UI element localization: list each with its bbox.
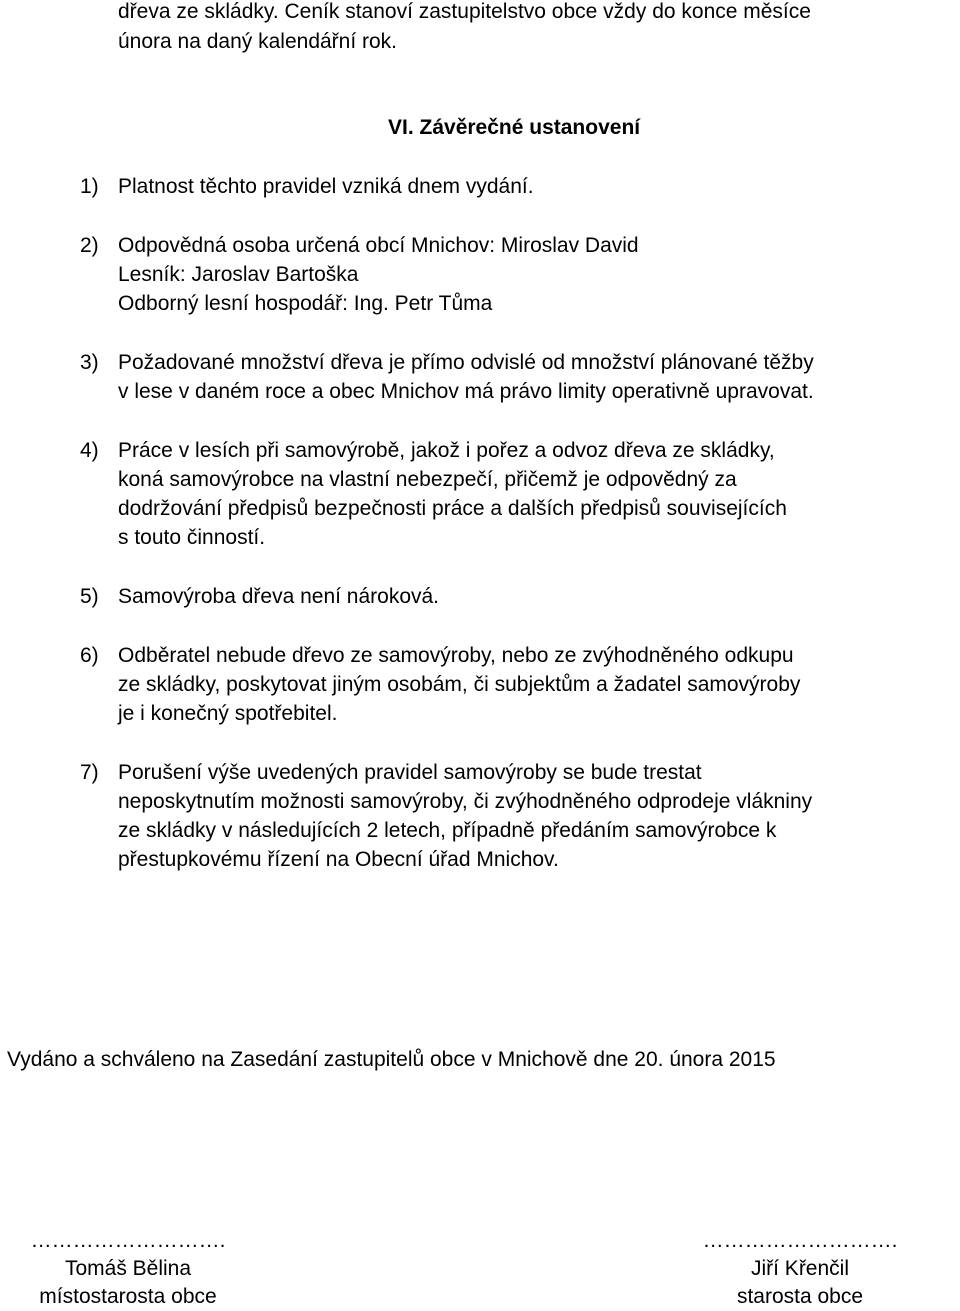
item-7-line-1: Porušení výše uvedených pravidel samovýroby se bude trestat bbox=[118, 761, 702, 784]
item-4-line-1: Práce v lesích při samovýrobě, jakož i pořez a odvoz dřeva ze skládky, bbox=[118, 439, 775, 462]
item-4-line-3: dodržování předpisů bezpečnosti práce a dalších předpisů souvisejících bbox=[118, 497, 787, 520]
item-number-1: 1) bbox=[80, 175, 99, 198]
item-7-line-3: ze skládky v následujících 2 letech, případně předáním samovýrobce k bbox=[118, 819, 777, 842]
item-5-line-1: Samovýroba dřeva není nároková. bbox=[118, 585, 440, 608]
intro-line-2: února na daný kalendářní rok. bbox=[118, 30, 398, 53]
item-number-4: 4) bbox=[80, 439, 99, 462]
item-3-line-2: v lese v daném roce a obec Mnichov má právo limity operativně upravovat. bbox=[118, 380, 814, 403]
item-6-line-2: ze skládky, poskytovat jiným osobám, či subjektům a žadatel samovýroby bbox=[118, 673, 801, 696]
issued-statement: Vydáno a schváleno na Zasedání zastupitelů obce v Mnichově dne 20. února 2015 bbox=[7, 1048, 776, 1071]
item-7-line-4: přestupkovému řízení na Obecní úřad Mnichov. bbox=[118, 848, 559, 871]
item-6-line-3: je i konečný spotřebitel. bbox=[118, 702, 338, 725]
item-number-2: 2) bbox=[80, 234, 99, 257]
item-number-7: 7) bbox=[80, 761, 99, 784]
item-2-line-3: Odborný lesní hospodář: Ing. Petr Tůma bbox=[118, 292, 493, 315]
item-number-3: 3) bbox=[80, 351, 99, 374]
item-6-line-1: Odběratel nebude dřevo ze samovýroby, nebo ze zvýhodněného odkupu bbox=[118, 644, 794, 667]
intro-line-1: dřeva ze skládky. Ceník stanoví zastupitelstvo obce vždy do konce měsíce bbox=[118, 0, 811, 23]
item-7-line-2: neposkytnutím možnosti samovýroby, či zvýhodněného odprodeje vlákniny bbox=[118, 790, 813, 813]
signature-block-deputy bbox=[4, 1227, 252, 1311]
item-2-line-2: Lesník: Jaroslav Bartoška bbox=[118, 263, 359, 286]
item-2-line-1: Odpovědná osoba určená obcí Mnichov: Miroslav David bbox=[118, 234, 639, 257]
signature-line: ………………………. bbox=[702, 1229, 898, 1252]
section-heading: VI. Závěrečné ustanovení bbox=[388, 116, 641, 139]
item-1-line-1: Platnost těchto pravidel vzniká dnem vydání. bbox=[118, 175, 534, 198]
item-4-line-4: s touto činností. bbox=[118, 526, 266, 549]
signature-line: ………………………. bbox=[30, 1229, 226, 1252]
signatory-name: Tomáš Bělina bbox=[64, 1257, 192, 1280]
item-3-line-1: Požadované množství dřeva je přímo odvislé od množství plánované těžby bbox=[118, 351, 814, 374]
signatory-role: místostarosta obce bbox=[39, 1285, 217, 1308]
signatory-name: Jiří Křenčil bbox=[750, 1257, 850, 1280]
item-number-5: 5) bbox=[80, 585, 99, 608]
item-number-6: 6) bbox=[80, 644, 99, 667]
signature-block-mayor bbox=[676, 1227, 924, 1311]
signatory-role: starosta obce bbox=[736, 1285, 864, 1308]
item-4-line-2: koná samovýrobce na vlastní nebezpečí, přičemž je odpovědný za bbox=[118, 468, 737, 491]
